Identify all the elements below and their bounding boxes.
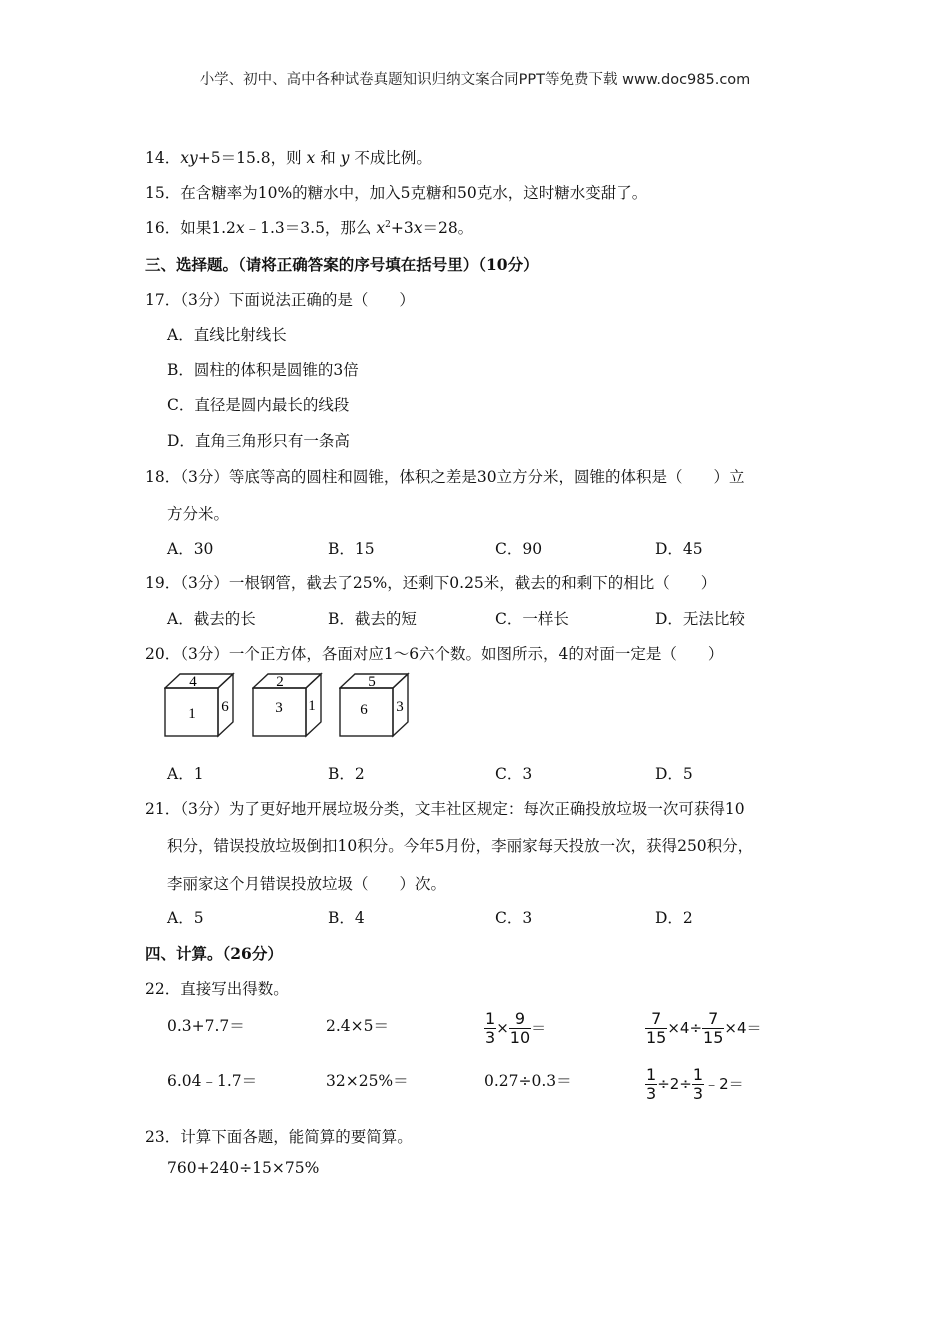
q17-option-c: C．直径是圆内最长的线段 — [167, 396, 350, 414]
q17-option-d: D．直角三角形只有一条高 — [167, 432, 350, 450]
calc-2: 2.4×5＝ — [326, 1017, 389, 1035]
question-23-expression: 760+240÷15×75% — [167, 1159, 320, 1177]
cube-figure-2 — [252, 672, 324, 738]
section-3-heading: 三、选择题。（请将正确答案的序号填在括号里）（10分） — [145, 255, 539, 274]
question-14: 14．xy+5＝15.8，则 x 和 y 不成比例。 — [145, 149, 432, 167]
calc-7: 0.27÷0.3＝ — [484, 1072, 572, 1090]
calc-fraction-3: $\frac{1}{3}$ ÷2÷ $\frac{1}{3}$ ﹣2＝ — [646, 1065, 744, 1103]
q19-option-a: A．截去的长 — [167, 610, 256, 628]
q19-option-c: C．一样长 — [495, 610, 569, 628]
page-header: 小学、初中、高中各种试卷真题知识归纳文案合同PPT等免费下载 www.doc985.com — [199, 72, 751, 88]
calc-1: 0.3+7.7＝ — [167, 1017, 245, 1035]
calc-6: 32×25%＝ — [326, 1072, 409, 1090]
q20-option-d: D．5 — [655, 765, 693, 783]
calc-fraction-2: $\frac{7}{15}$ ×4÷ $\frac{7}{15}$ ×4＝ — [646, 1009, 762, 1047]
q20-option-a: A．1 — [167, 765, 204, 783]
calc-5: 6.04﹣1.7＝ — [167, 1072, 258, 1090]
cube-2-front-number: 3 — [275, 700, 283, 716]
cube-2-top-number: 2 — [276, 674, 284, 690]
q21-option-a: A．5 — [167, 909, 204, 927]
q20-option-c: C．3 — [495, 765, 533, 783]
question-22-stem: 22．直接写出得数。 — [145, 980, 289, 998]
question-23-stem: 23．计算下面各题，能简算的要简算。 — [145, 1128, 413, 1146]
cube-3-front-number: 6 — [360, 702, 368, 718]
cube-1-side-number: 6 — [221, 699, 229, 715]
calc-fraction-1: $\frac{1}{3}$ × $\frac{9}{10}$ ＝ — [485, 1009, 547, 1047]
q20-option-b: B．2 — [328, 765, 365, 783]
q21-option-c: C．3 — [495, 909, 533, 927]
question-18-stem: 18．（3分）等底等高的圆柱和圆锥，体积之差是30立方分米，圆锥的体积是（ ）立 — [145, 468, 745, 486]
q19-option-d: D．无法比较 — [655, 610, 745, 628]
cube-2-side-number: 1 — [308, 698, 316, 714]
question-21-line-1: 21．（3分）为了更好地开展垃圾分类，文丰社区规定：每次正确投放垃圾一次可获得10 — [145, 800, 745, 818]
question-21-line-2: 积分，错误投放垃圾倒扣10积分。今年5月份，李丽家每天投放一次，获得250积分， — [167, 837, 754, 855]
cube-1-top-number: 4 — [189, 674, 197, 690]
q18-option-b: B．15 — [328, 540, 375, 558]
q19-option-b: B．截去的短 — [328, 610, 417, 628]
q18-option-d: D．45 — [655, 540, 703, 558]
question-18-stem-cont: 方分米。 — [167, 505, 230, 523]
q18-option-a: A．30 — [167, 540, 214, 558]
question-15: 15．在含糖率为10%的糖水中，加入5克糖和50克水，这时糖水变甜了。 — [145, 184, 648, 202]
question-20-stem: 20．（3分）一个正方体，各面对应1～6六个数。如图所示，4的对面一定是（ ） — [145, 645, 724, 663]
cube-figure-1 — [164, 672, 236, 738]
cube-figure-3 — [339, 672, 411, 738]
q21-option-b: B．4 — [328, 909, 365, 927]
q18-option-c: C．90 — [495, 540, 543, 558]
question-16: 16．如果1.2x﹣1.3＝3.5，那么 $x^2+3x=28$。 — [145, 219, 474, 237]
q17-option-a: A．直线比射线长 — [167, 326, 287, 344]
q21-option-d: D．2 — [655, 909, 693, 927]
cube-1-front-number: 1 — [188, 706, 196, 722]
question-19-stem: 19．（3分）一根钢管，截去了25%，还剩下0.25米，截去的和剩下的相比（ ） — [145, 574, 717, 592]
q17-option-b: B．圆柱的体积是圆锥的3倍 — [167, 361, 359, 379]
cube-3-side-number: 3 — [396, 699, 404, 715]
question-17-stem: 17．（3分）下面说法正确的是（ ） — [145, 291, 415, 309]
question-21-line-3: 李丽家这个月错误投放垃圾（ ）次。 — [167, 875, 447, 893]
section-4-heading: 四、计算。（26分） — [145, 944, 283, 963]
cube-3-top-number: 5 — [368, 674, 376, 690]
